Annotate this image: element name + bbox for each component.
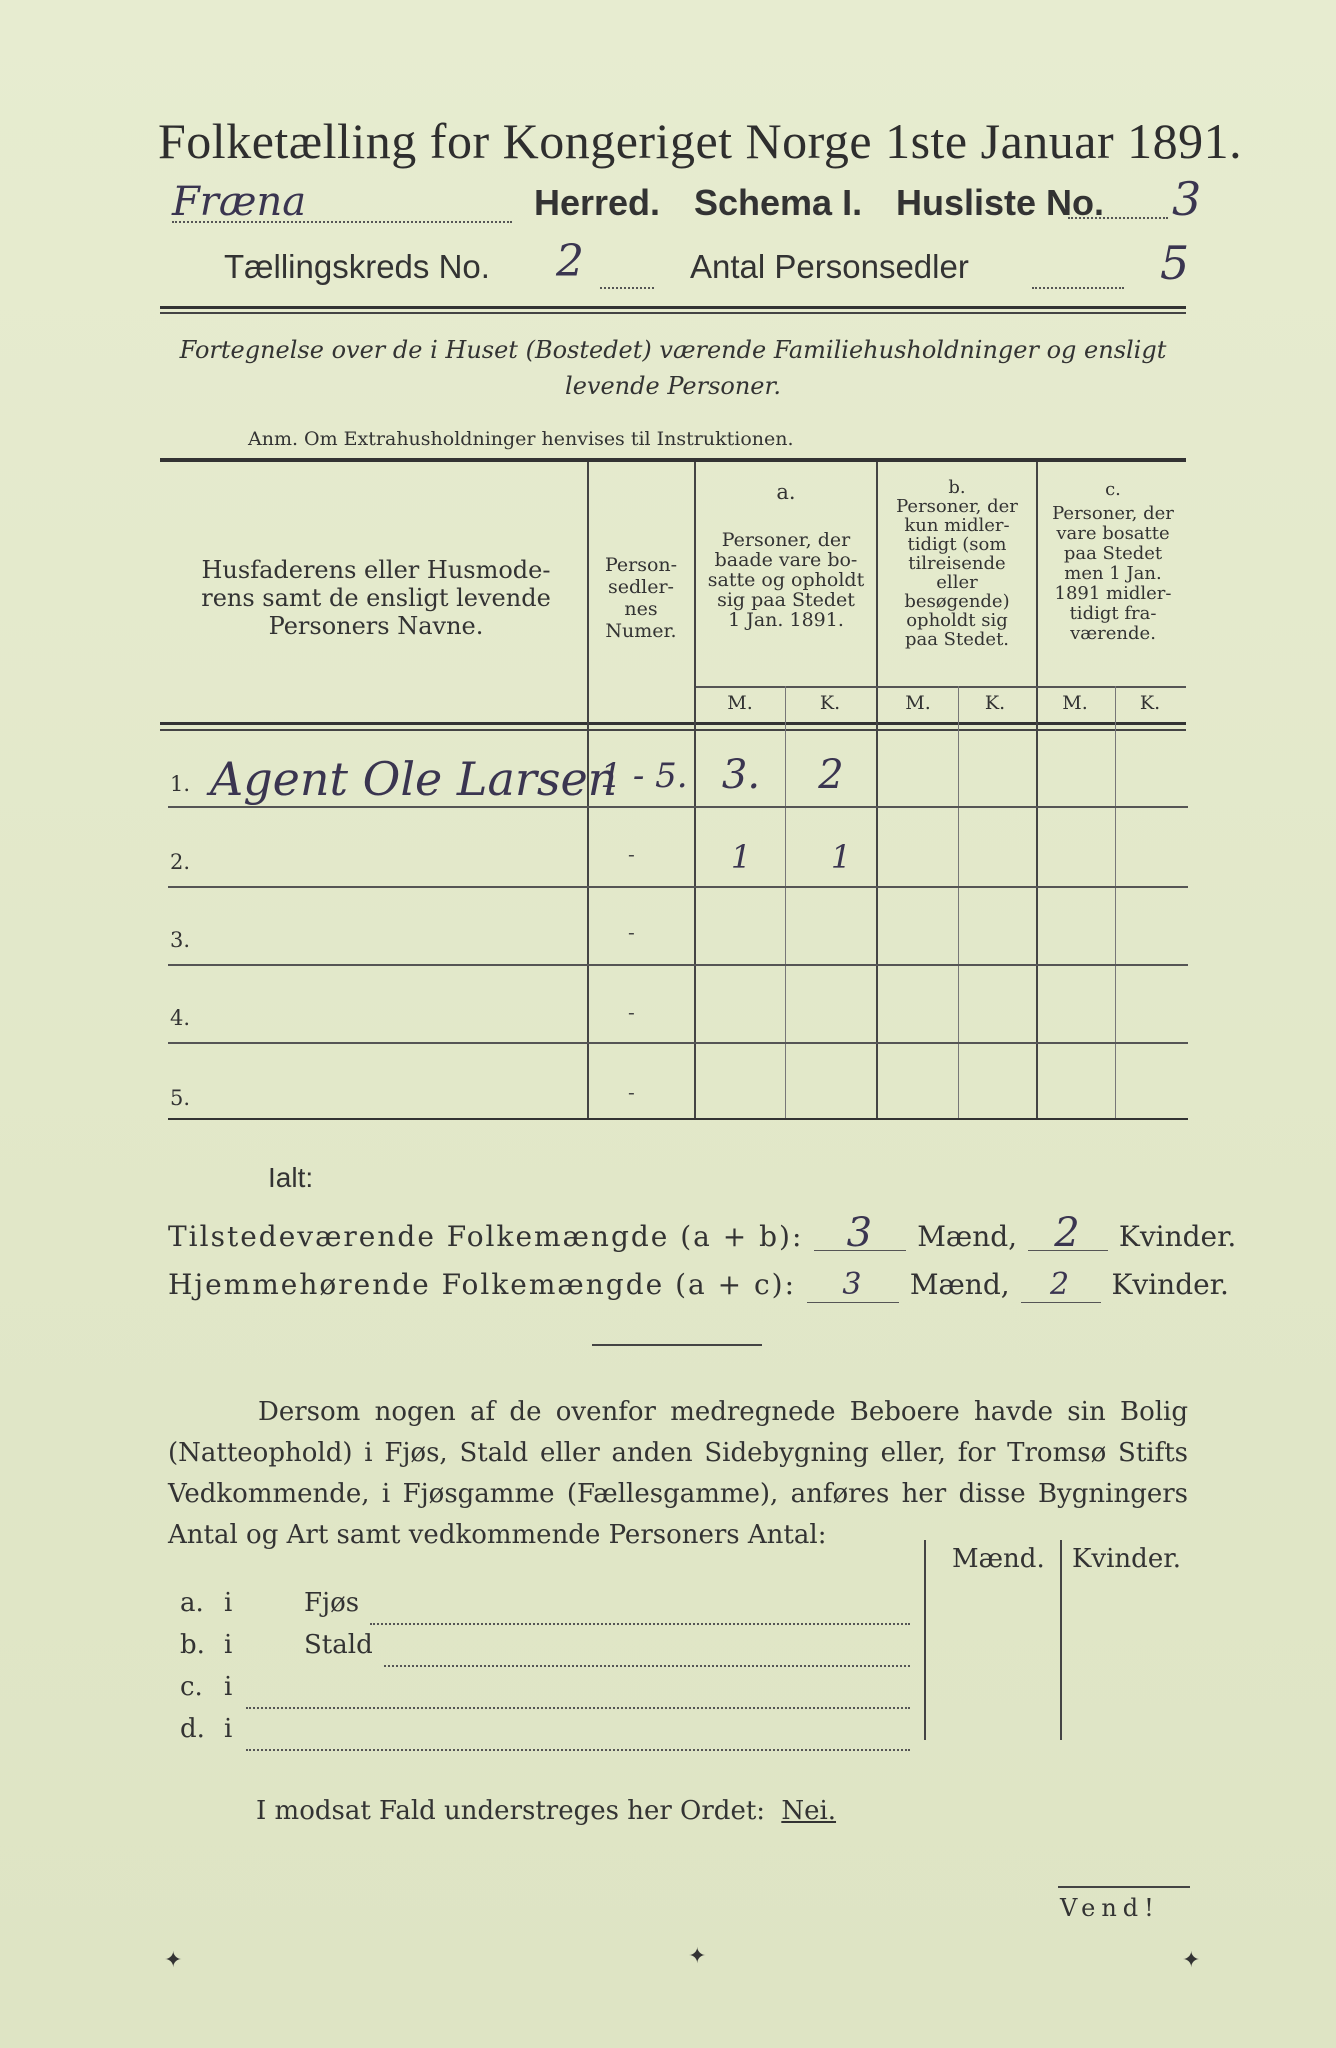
row-1-numer: 1 - 5. <box>600 756 688 796</box>
row-1-name: Agent Ole Larsen <box>210 752 618 806</box>
modsat-line <box>256 1796 836 1826</box>
building-a-dots <box>370 1610 910 1629</box>
nei-word: Nei. <box>781 1796 837 1826</box>
tilstede-m-value: 3 <box>814 1216 906 1251</box>
personsedler-dots <box>1032 274 1124 293</box>
tilstede-kvinder: Kvinder. <box>1118 1220 1237 1253</box>
col-divider-a-mk <box>785 686 786 1120</box>
ialt-label: Ialt: <box>268 1162 314 1193</box>
table-top-rule <box>160 458 1186 462</box>
row-line-4 <box>168 1042 1188 1044</box>
vend-label: Vend! <box>1060 1894 1160 1922</box>
building-d-dots <box>246 1736 910 1755</box>
hjemme-line <box>168 1268 1229 1303</box>
row-1-a-k: 2 <box>818 752 844 798</box>
hjemme-maend: Mænd, <box>909 1268 1010 1301</box>
hjemme-label: Hjemmehørende Folkemængde (a + c): <box>168 1268 796 1301</box>
corner-mark-left-icon: ✦ <box>164 1948 183 1973</box>
kreds-value: 2 <box>556 236 584 287</box>
building-c-dots <box>246 1694 910 1713</box>
row-1-num: 1. <box>170 772 191 796</box>
building-d-letter: d. <box>180 1714 205 1744</box>
kreds-dots <box>600 274 654 293</box>
intro-line-1: Fortegnelse over de i Huset (Bostedet) værende Familiehusholdninger og ensligt <box>179 336 1167 364</box>
c-m-header: M. <box>1062 692 1088 714</box>
tilstede-k-value: 2 <box>1028 1216 1108 1251</box>
col-header-c: c. Personer, der vare bosatte paa Stedet men 1 Jan. 1891 midler- tidigt fra- værende. <box>1052 479 1174 644</box>
husliste-value: 3 <box>1172 172 1202 226</box>
form-title: Folketælling for Kongeriget Norge 1ste Januar 1891. <box>158 113 1243 169</box>
row-5-num: 5. <box>170 1086 191 1110</box>
col-header-numer: Person- sedler- nes Numer. <box>604 554 678 642</box>
building-b-i: i <box>224 1630 233 1660</box>
corner-mark-center-icon: ✦ <box>688 1944 707 1969</box>
hjemme-m-value: 3 <box>807 1268 899 1303</box>
c-k-header: K. <box>1139 692 1161 714</box>
building-b-name: Stald <box>304 1630 373 1660</box>
husliste-label: Husliste No. <box>896 182 1105 223</box>
building-d-i: i <box>224 1714 233 1744</box>
table-header-bottom-rule <box>160 722 1186 725</box>
col-divider-b-mk <box>958 686 959 1120</box>
row-2-a-m: 1 <box>730 838 752 876</box>
corner-mark-right-icon: ✦ <box>1182 1948 1201 1973</box>
bolig-paragraph <box>168 1392 1188 1556</box>
table-header-bottom-rule-thin <box>160 729 1186 731</box>
vend-rule <box>1058 1886 1190 1888</box>
a-k-header: K. <box>819 692 841 714</box>
modsat-text: I modsat Fald understreges her Ordet: <box>256 1796 766 1826</box>
building-a-letter: a. <box>180 1588 204 1618</box>
hjemme-k-value: 2 <box>1021 1268 1101 1303</box>
husliste-dots <box>1068 204 1168 223</box>
mk-header-line <box>696 686 1186 688</box>
buildings-kvinder-header: Kvinder. <box>1072 1544 1182 1574</box>
row-3-num: 3. <box>170 928 191 952</box>
buildings-maend-header: Mænd. <box>952 1544 1045 1574</box>
building-b-letter: b. <box>180 1630 205 1660</box>
personsedler-value: 5 <box>1160 236 1190 290</box>
intro-line-2: levende Personer. <box>565 372 781 400</box>
tilstede-label: Tilstedeværende Folkemængde (a + b): <box>168 1220 804 1253</box>
kreds-label: Tællingskreds No. <box>224 248 490 285</box>
personsedler-label: Antal Personsedler <box>690 248 969 285</box>
building-b-dots <box>384 1652 910 1671</box>
hjemme-kvinder: Kvinder. <box>1111 1268 1229 1301</box>
header-rule-thin <box>160 312 1186 314</box>
buildings-divider-2 <box>1060 1540 1062 1740</box>
building-a-name: Fjøs <box>304 1588 360 1618</box>
table-bottom-rule <box>168 1118 1188 1120</box>
building-c-i: i <box>224 1672 233 1702</box>
a-m-header: M. <box>727 692 753 714</box>
row-4-numer: - <box>628 1000 635 1024</box>
separator-rule <box>592 1344 762 1346</box>
tilstede-line <box>168 1210 1237 1256</box>
row-line-3 <box>168 964 1188 966</box>
row-line-1 <box>168 806 1188 808</box>
col-header-name: Husfaderens eller Husmode- rens samt de ensligt levende Personers Navne. <box>201 556 551 640</box>
schema-label: Schema I. <box>694 182 863 223</box>
row-5-numer: - <box>628 1080 635 1104</box>
b-k-header: K. <box>984 692 1006 714</box>
row-2-numer: - <box>628 842 635 866</box>
row-4-num: 4. <box>170 1006 191 1030</box>
anm-note: Anm. Om Extrahusholdninger henvises til Instruktionen. <box>248 428 794 450</box>
herred-value: Fræna <box>172 183 512 223</box>
col-divider-c-mk <box>1115 686 1116 1120</box>
herred-label: Herred. <box>534 182 661 223</box>
row-3-numer: - <box>628 920 635 944</box>
col-header-a: a. Personer, der baade vare bo- satte og opholdt sig paa Stedet 1 Jan. 1891. <box>707 480 865 631</box>
building-c-letter: c. <box>180 1672 203 1702</box>
row-1-a-m: 3. <box>721 752 761 798</box>
buildings-divider-1 <box>924 1540 926 1740</box>
building-a-i: i <box>224 1588 233 1618</box>
b-m-header: M. <box>905 692 931 714</box>
row-line-2 <box>168 886 1188 888</box>
bolig-paragraph-text: Dersom nogen af de ovenfor medregnede Beboere havde sin Bolig (Natteophold) i Fjøs, Stald eller anden Sidebygning eller, for Tromsø Stifts Vedkommende, i Fjøsgamme (Fællesgamme), anføres her disse Bygningers Antal og Art samt vedkommende Personers Antal: <box>168 1397 1188 1550</box>
tilstede-maend: Mænd, <box>917 1220 1018 1253</box>
row-2-num: 2. <box>170 850 191 874</box>
intro-text <box>158 332 1188 404</box>
header-rule <box>160 306 1186 309</box>
row-2-a-k: 1 <box>830 838 852 876</box>
col-header-b: b. Personer, der kun midler- tidigt (som tilreisende eller besøgende) opholdt sig paa Stedet. <box>896 477 1018 650</box>
herred-row <box>172 179 512 225</box>
